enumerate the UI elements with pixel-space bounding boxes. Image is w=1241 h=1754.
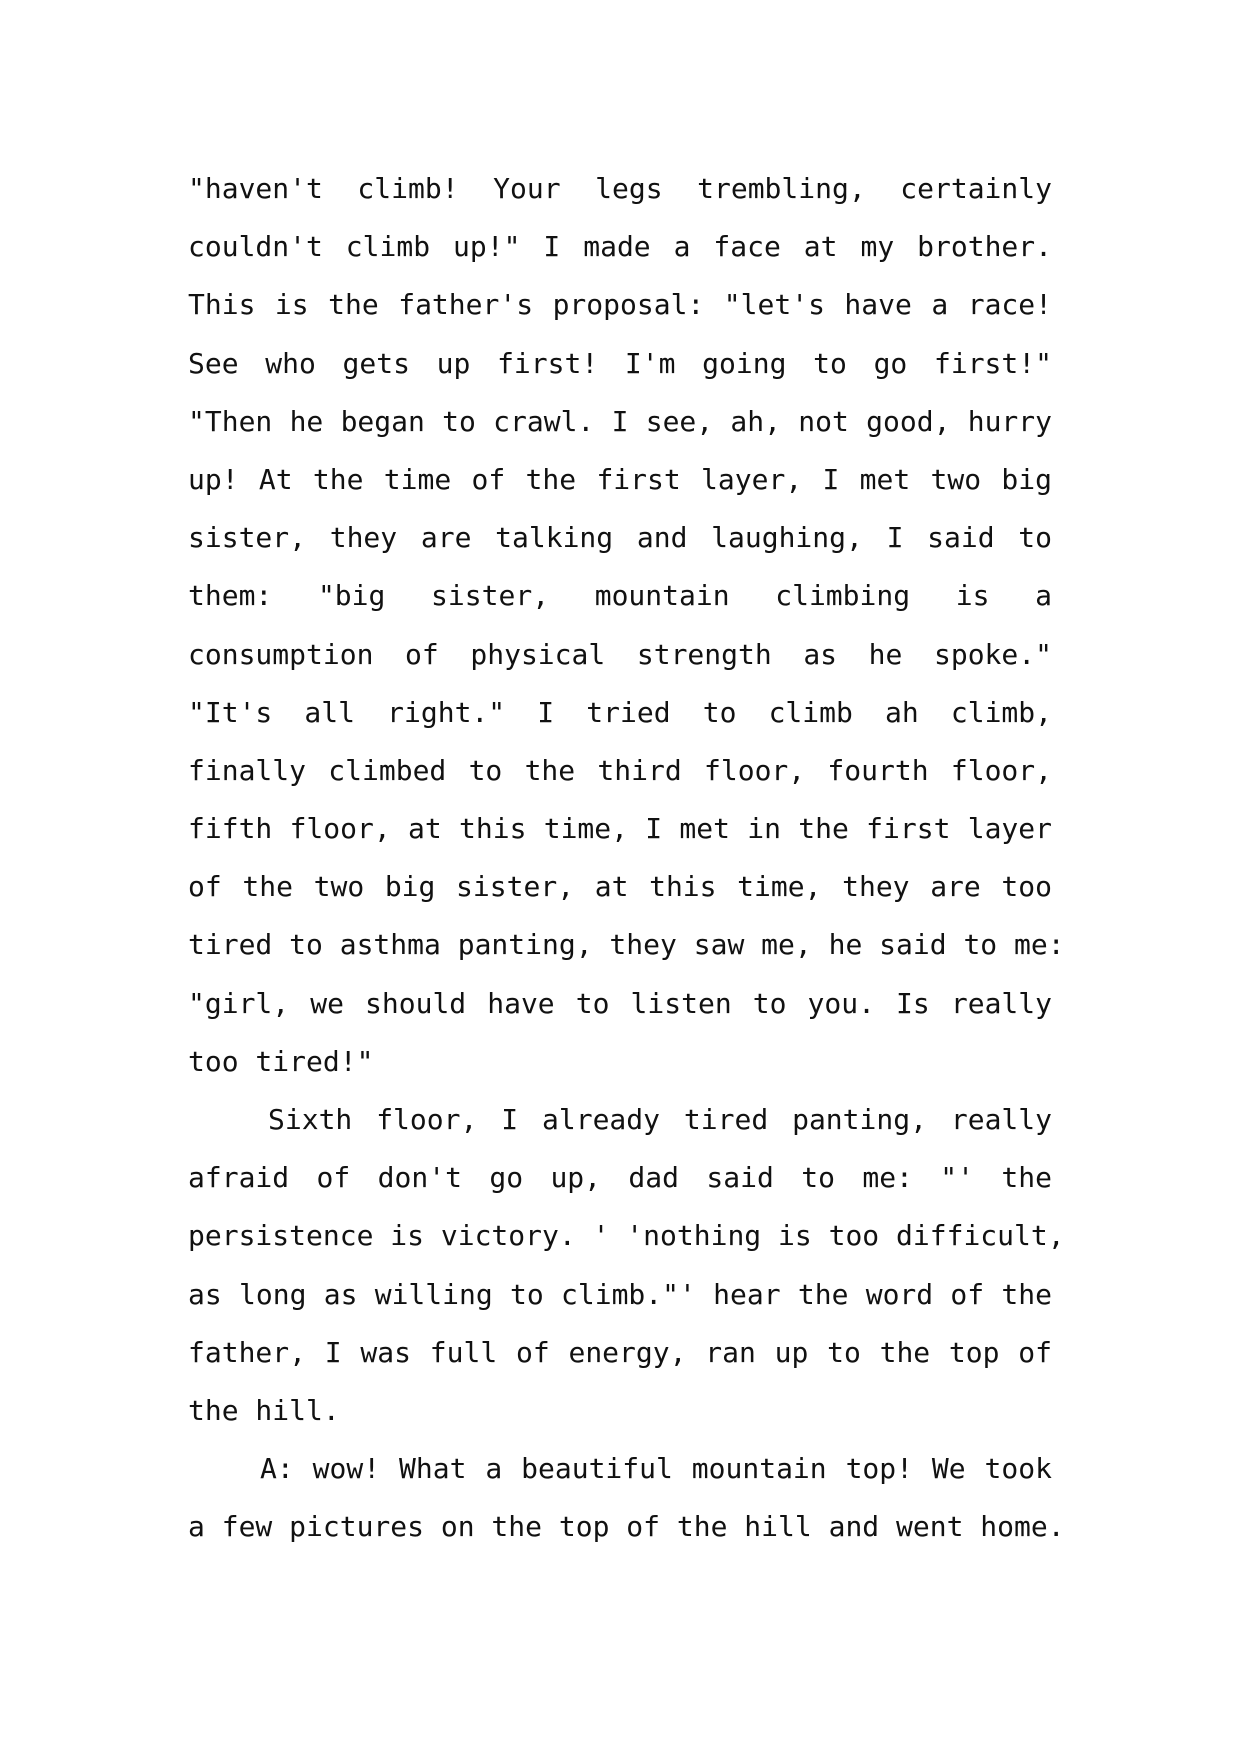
text-line: fifth floor, at this time, I met in the first layer: [188, 812, 1052, 846]
text-line: the hill.: [188, 1393, 340, 1427]
text-line: A: wow! What a beautiful mountain top! We took: [260, 1452, 1052, 1486]
text-line: See who gets up first! I'm going to go first!": [188, 346, 1052, 380]
text-line: "girl, we should have to listen to you. Is really: [188, 986, 1052, 1020]
text-line: a few pictures on the top of the hill and went home.: [188, 1510, 1065, 1544]
text-line: afraid of don't go up, dad said to me: "' the: [188, 1161, 1052, 1195]
text-line: finally climbed to the third floor, fourth floor,: [188, 753, 1052, 787]
text-line: persistence is victory. ' 'nothing is too difficult,: [188, 1219, 1065, 1253]
text-line: as long as willing to climb."' hear the word of the: [188, 1277, 1052, 1311]
text-line: father, I was full of energy, ran up to the top of: [188, 1335, 1052, 1369]
text-line: couldn't climb up!" I made a face at my brother.: [188, 230, 1052, 264]
text-line: "Then he began to crawl. I see, ah, not good, hurry: [188, 404, 1052, 438]
text-line: This is the father's proposal: "let's have a race!: [188, 288, 1052, 322]
body-text: [188, 160, 1065, 1557]
text-line: "It's all right." I tried to climb ah climb,: [188, 695, 1052, 729]
text-line: sister, they are talking and laughing, I said to: [188, 521, 1052, 555]
text-line: too tired!": [188, 1044, 374, 1078]
text-line: consumption of physical strength as he spoke.": [188, 637, 1052, 671]
text-line: them: "big sister, mountain climbing is a: [188, 579, 1052, 613]
text-line: Sixth floor, I already tired panting, really: [268, 1103, 1052, 1136]
text-line: up! At the time of the first layer, I met two big: [188, 462, 1052, 496]
text-line: tired to asthma panting, they saw me, he said to me:: [188, 928, 1065, 962]
text-line: of the two big sister, at this time, they are too: [188, 870, 1052, 904]
text-line: "haven't climb! Your legs trembling, certainly: [188, 172, 1052, 205]
